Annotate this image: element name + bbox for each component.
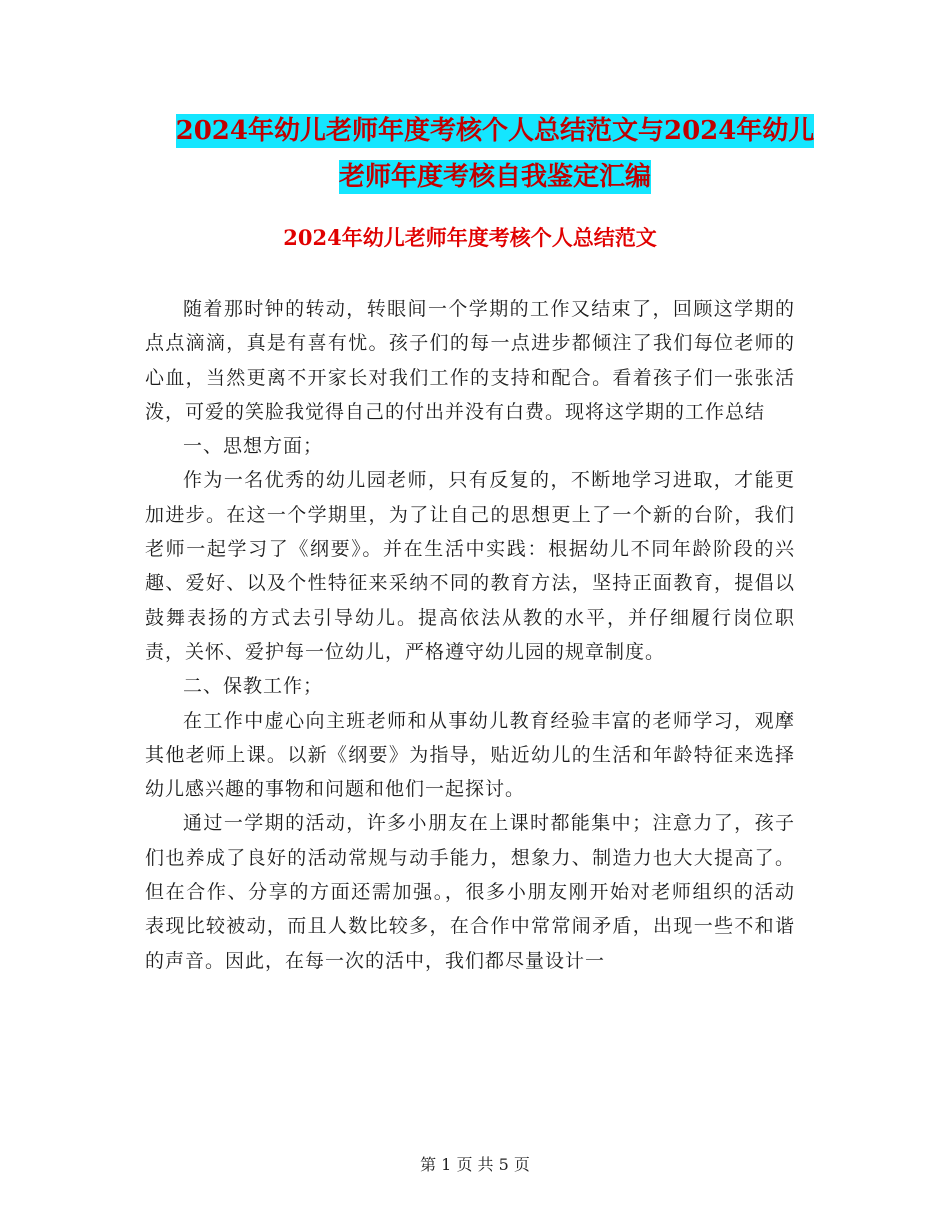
paragraph-teaching: 在工作中虚心向主班老师和从事幼儿教育经验丰富的老师学习，观摩其他老师上课。以新《纲要》为指导，贴近幼儿的生活和年龄特征来选择幼儿感兴趣的事物和问题和他们一起探讨。 [145, 709, 795, 801]
page-footer: 第 1 页 共 5 页 [420, 1155, 530, 1174]
section-title: 2024年幼儿老师年度考核个人总结范文 [283, 225, 657, 250]
title-line-1: 2024年幼儿老师年度考核个人总结范文与2024年幼儿 [175, 116, 815, 146]
paragraph-intro: 随着那时钟的转动，转眼间一个学期的工作又结束了，回顾这学期的点点滴滴，真是有喜有忧。孩子们的每一点进步都倾注了我们每位老师的心血，当然更离不开家长对我们工作的支持和配合。看着孩子们一张张活泼，可爱的笑脸我觉得自己的付出并没有白费。现将这学期的工作总结 [145, 298, 795, 423]
paragraph-activities: 通过一学期的活动，许多小朋友在上课时都能集中；注意力了，孩子们也养成了良好的活动常规与动手能力，想象力、制造力也大大提高了。但在合作、分享的方面还需加强。，很多小朋友刚开始对老师组织的活动表现比较被动，而且人数比较多，在合作中常常闹矛盾，出现一些不和谐的声音。因此，在每一次的活中，我们都尽量设计一 [145, 812, 795, 972]
heading-thought: 一、思想方面； [183, 435, 324, 458]
document-body [145, 292, 795, 978]
heading-teaching: 二、保教工作； [183, 675, 324, 698]
document-title [145, 108, 845, 200]
paragraph-thought: 作为一名优秀的幼儿园老师，只有反复的，不断地学习进取，才能更加进步。在这一个学期里，为了让自己的思想更上了一个新的台阶，我们老师一起学习了《纲要》。并在生活中实践：根据幼儿不同年龄阶段的兴趣、爱好、以及个性特征来采纳不同的教育方法，坚持正面教育，提倡以鼓舞表扬的方式去引导幼儿。提高依法从教的水平，并仔细履行岗位职责，关怀、爱护每一位幼儿，严格遵守幼儿园的规章制度。 [145, 469, 795, 663]
title-line-2: 老师年度考核自我鉴定汇编 [338, 162, 651, 192]
